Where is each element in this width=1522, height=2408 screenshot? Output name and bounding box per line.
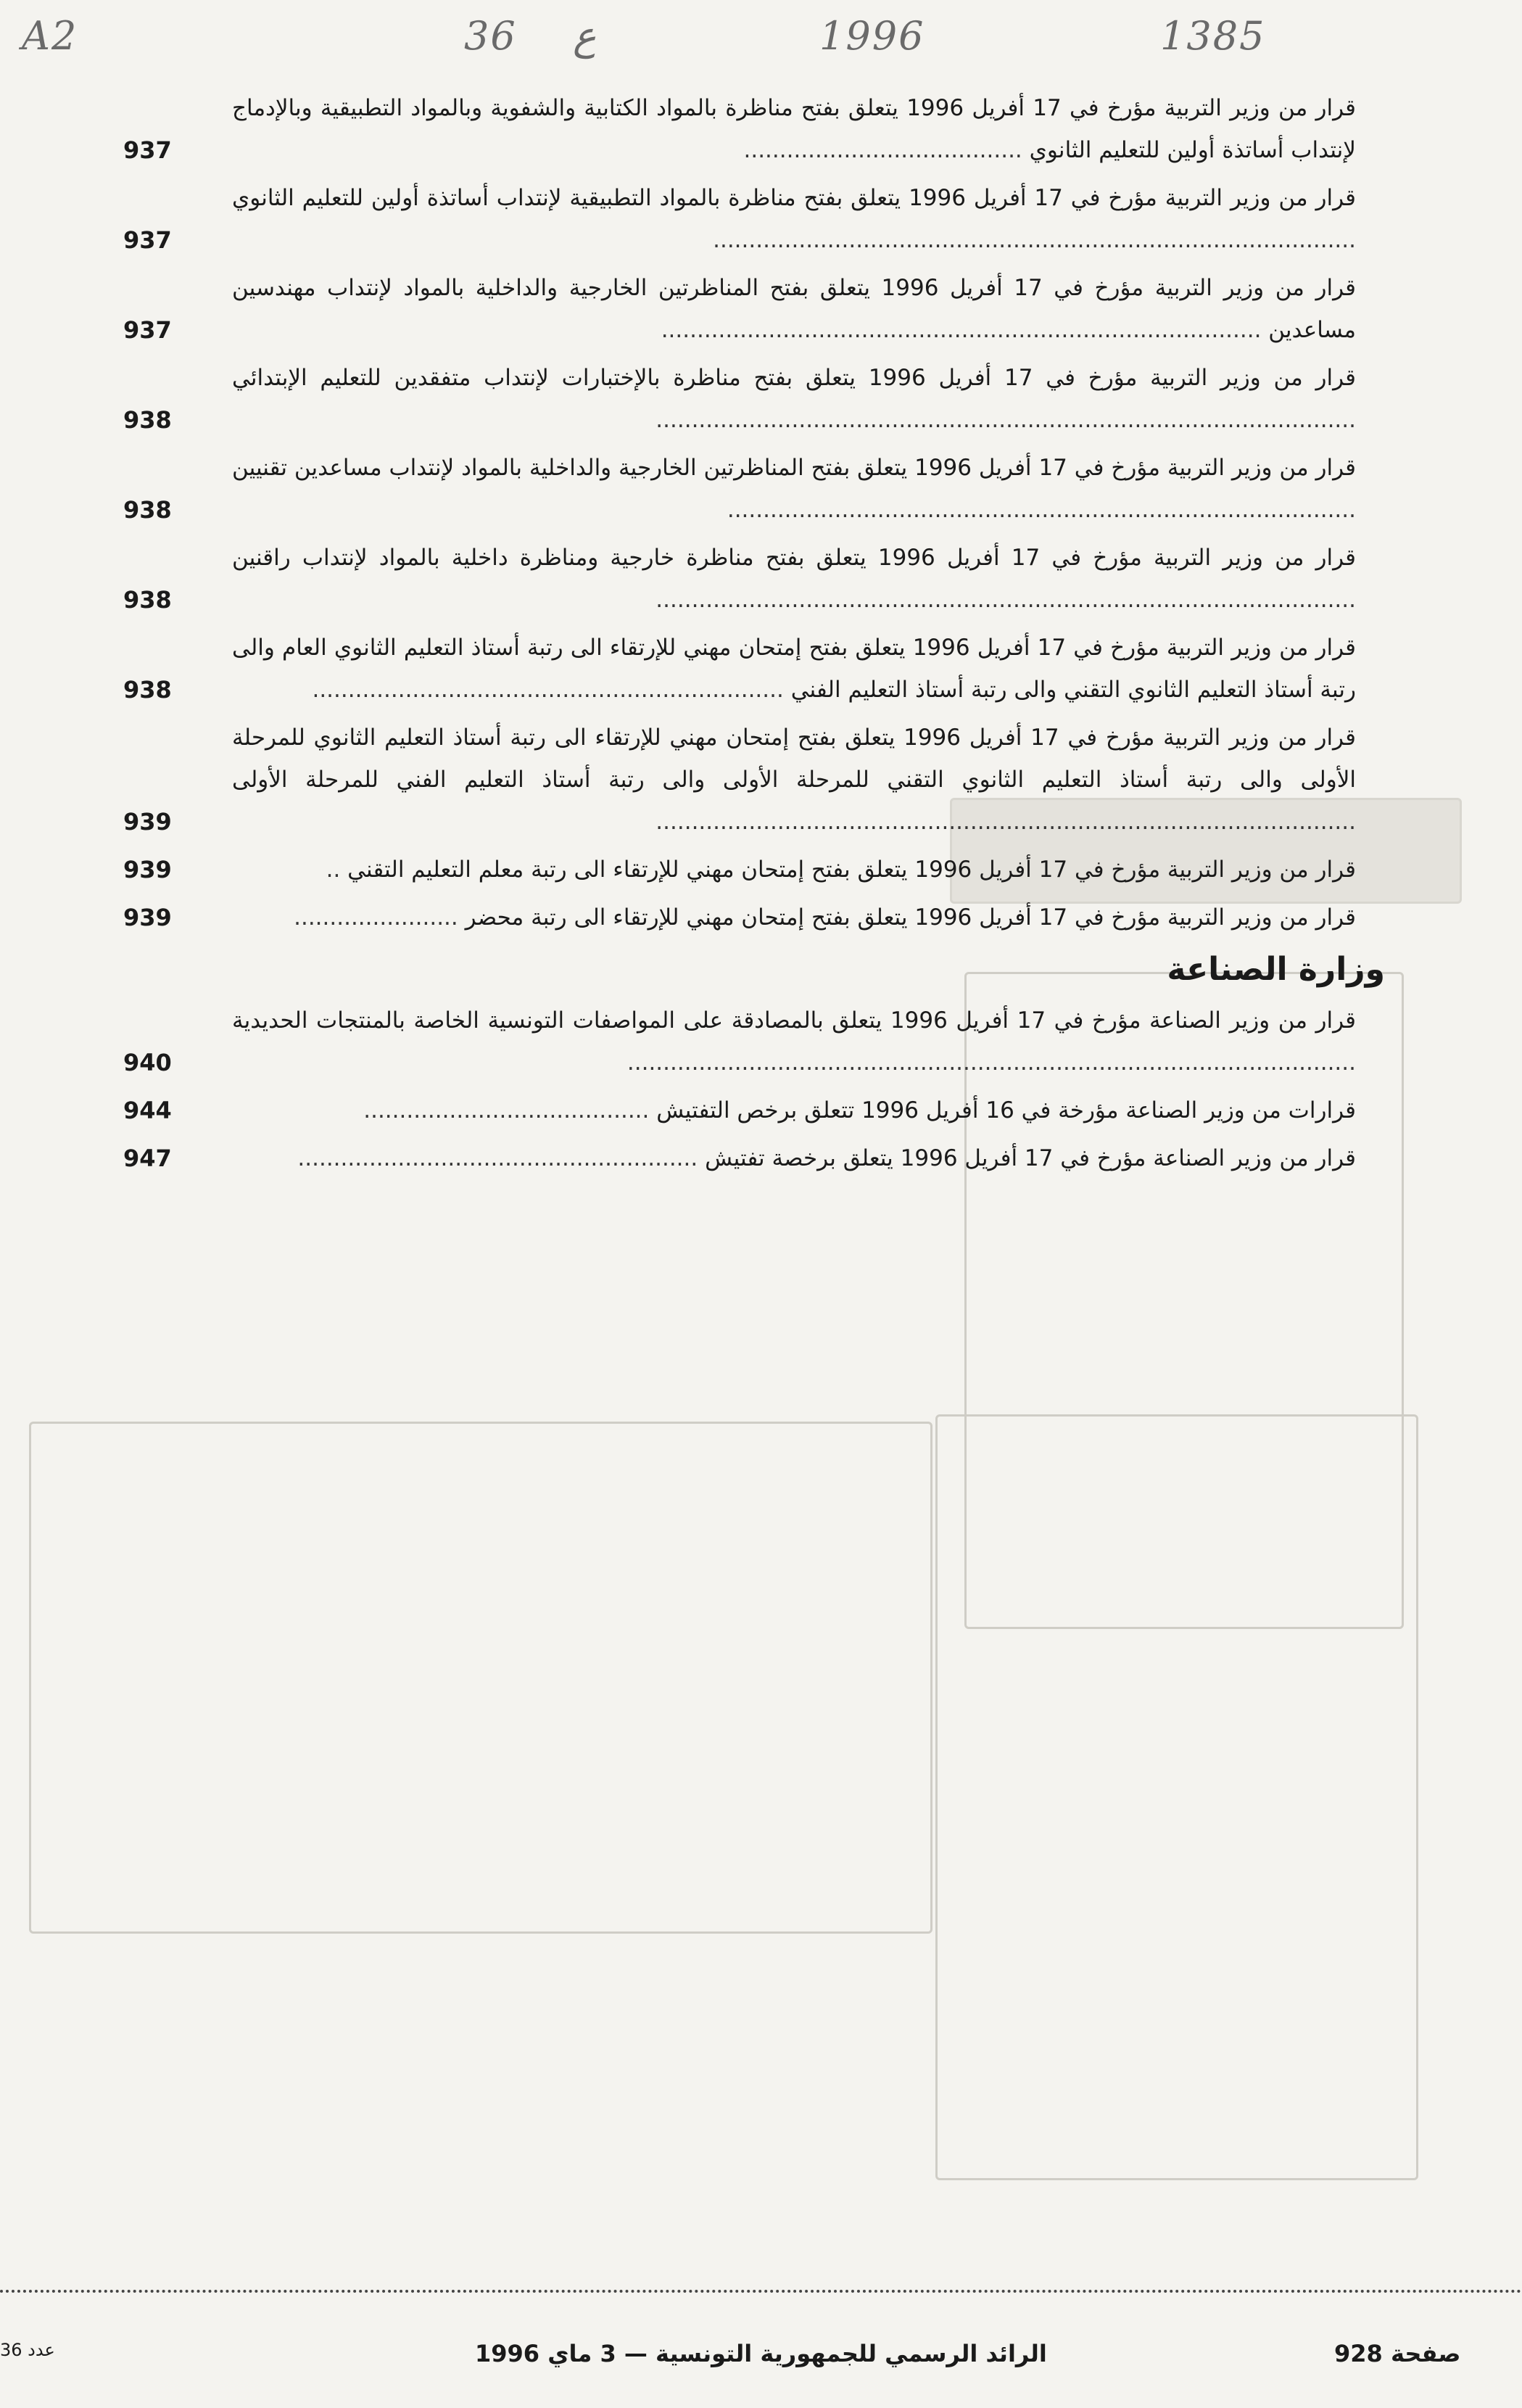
list-item: قرار من وزير التربية مؤرخ في 17 أفريل 1996 يتعلق بفتح إمتحان مهني للإرتقاء الى رتبة معلم التعليم التقني .. 939 (123, 849, 1356, 891)
entry-text: قرار من وزير التربية مؤرخ في 17 أفريل 1996 يتعلق بفتح إمتحان مهني للإرتقاء الى رتبة أستاذ التعليم الثانوي للمرحلة الأولى والى رتبة أستاذ التعليم الثانوي التقني للمرحلة الأولى والى رتبة أستاذ التعليم الفني للمرحلة الأولى (232, 725, 1356, 793)
entry-text: قرار من وزير الصناعة مؤرخ في 17 أفريل 1996 يتعلق بالمصادقة على المواصفات التونسية الخاصة بالمنتجات الحديدية (232, 1007, 1356, 1034)
entry-page-number: 937 (123, 136, 172, 164)
entry-text: قرار من وزير التربية مؤرخ في 17 أفريل 1996 يتعلق بفتح إمتحان مهني للإرتقاء الى رتبة محضر (465, 904, 1356, 931)
handwritten-mark-a2: A2 (22, 13, 78, 59)
list-item: قرار من وزير التربية مؤرخ في 17 أفريل 1996 يتعلق بفتح إمتحان مهني للإرتقاء الى رتبة محضر ....................... 939 (123, 896, 1356, 939)
table-of-contents (123, 87, 1385, 1185)
bleed-through-box (935, 1414, 1418, 2180)
entry-page-number: 944 (123, 1097, 172, 1124)
list-item: قرار من وزير التربية مؤرخ في 17 أفريل 1996 يتعلق بفتح مناظرة خارجية ومناظرة داخلية بالمواد لإنتداب راقنين .................................................................................................. 938 (123, 537, 1356, 621)
list-item: قرارات من وزير الصناعة مؤرخة في 16 أفريل 1996 تتعلق برخص التفتيش ........................................ 944 (123, 1089, 1356, 1131)
entry-page-number: 938 (123, 496, 172, 524)
entry-text: قرار من وزير الصناعة مؤرخ في 17 أفريل 1996 يتعلق برخصة تفتيش (705, 1145, 1356, 1171)
footer-journal-title: الرائد الرسمي للجمهورية التونسية — 3 ماي 1996 (475, 2340, 1047, 2367)
entry-page-number: 938 (123, 406, 172, 434)
entry-text: قرار من وزير التربية مؤرخ في 17 أفريل 1996 يتعلق بفتح مناظرة بالمواد الكتابية والشفوية وبالمواد التطبيقية وبالإدماج لإنتداب أساتذة أولين للتعليم الثانوي (232, 95, 1356, 163)
entry-text: قرار من وزير التربية مؤرخ في 17 أفريل 1996 يتعلق بفتح المناظرتين الخارجية والداخلية بالمواد لإنتداب مساعدين تقنيين (232, 455, 1356, 481)
entry-page-number: 939 (123, 808, 172, 836)
section-heading-ministry-industry: وزارة الصناعة (1167, 951, 1385, 988)
list-item: قرار من وزير التربية مؤرخ في 17 أفريل 1996 يتعلق بفتح مناظرة بالمواد التطبيقية لإنتداب أساتذة أولين للتعليم الثانوي .......................................................................................... 937 (123, 177, 1356, 261)
footer-page-label: صفحة 928 (1334, 2340, 1461, 2367)
handwritten-mark-issue: 36 (464, 13, 517, 59)
list-item: قرار من وزير التربية مؤرخ في 17 أفريل 1996 يتعلق بفتح إمتحان مهني للإرتقاء الى رتبة أستاذ التعليم الثانوي العام والى رتبة أستاذ التعليم الثانوي التقني والى رتبة أستاذ التعليم الفني .................................................................. 938 (123, 627, 1356, 711)
entry-text: قرار من وزير التربية مؤرخ في 17 أفريل 1996 يتعلق بفتح إمتحان مهني للإرتقاء الى رتبة معلم التعليم التقني (347, 857, 1356, 883)
entry-text: قرار من وزير التربية مؤرخ في 17 أفريل 1996 يتعلق بفتح إمتحان مهني للإرتقاء الى رتبة أستاذ التعليم الثانوي العام والى رتبة أستاذ التعليم الثانوي التقني والى رتبة أستاذ التعليم الفني (232, 635, 1356, 703)
entry-page-number: 938 (123, 586, 172, 614)
list-item: قرار من وزير التربية مؤرخ في 17 أفريل 1996 يتعلق بفتح المناظرتين الخارجية والداخلية بالمواد لإنتداب مهندسين مساعدين .................................................................................... 937 (123, 267, 1356, 351)
list-item: قرار من وزير التربية مؤرخ في 17 أفريل 1996 يتعلق بفتح مناظرة بالإختبارات لإنتداب متفقدين للتعليم الإبتدائي .................................................................................................. 938 (123, 357, 1356, 441)
entry-page-number: 947 (123, 1145, 172, 1172)
handwritten-mark-ain: ع (573, 13, 597, 59)
list-item: قرار من وزير الصناعة مؤرخ في 17 أفريل 1996 يتعلق برخصة تفتيش ........................................................ 947 (123, 1137, 1356, 1179)
entry-page-number: 937 (123, 226, 172, 254)
entry-text: قرارات من وزير الصناعة مؤرخة في 16 أفريل 1996 تتعلق برخص التفتيش (656, 1097, 1356, 1123)
entry-page-number: 940 (123, 1049, 172, 1076)
entry-text: قرار من وزير التربية مؤرخ في 17 أفريل 1996 يتعلق بفتح مناظرة خارجية ومناظرة داخلية بالمواد لإنتداب راقنين (232, 545, 1356, 571)
bleed-through-box (29, 1422, 932, 1934)
list-item: قرار من وزير التربية مؤرخ في 17 أفريل 1996 يتعلق بفتح مناظرة بالمواد الكتابية والشفوية وبالمواد التطبيقية وبالإدماج لإنتداب أساتذة أولين للتعليم الثانوي ....................................... 937 (123, 87, 1356, 171)
list-item: قرار من وزير التربية مؤرخ في 17 أفريل 1996 يتعلق بفتح المناظرتين الخارجية والداخلية بالمواد لإنتداب مساعدين تقنيين ........................................................................................ 938 (123, 447, 1356, 531)
entry-text: قرار من وزير التربية مؤرخ في 17 أفريل 1996 يتعلق بفتح مناظرة بالإختبارات لإنتداب متفقدين للتعليم الإبتدائي (232, 365, 1356, 391)
entry-page-number: 938 (123, 676, 172, 704)
footer-divider (0, 2290, 1522, 2293)
entry-page-number: 937 (123, 316, 172, 344)
handwritten-mark-year: 1996 (819, 13, 925, 59)
footer-issue-label: عدد 36 (0, 2340, 55, 2360)
entry-text: قرار من وزير التربية مؤرخ في 17 أفريل 1996 يتعلق بفتح المناظرتين الخارجية والداخلية بالمواد لإنتداب مهندسين مساعدين (232, 275, 1356, 343)
list-item: قرار من وزير الصناعة مؤرخ في 17 أفريل 1996 يتعلق بالمصادقة على المواصفات التونسية الخاصة بالمنتجات الحديدية ...................................................................................................... 940 (123, 999, 1356, 1084)
list-item: قرار من وزير التربية مؤرخ في 17 أفريل 1996 يتعلق بفتح إمتحان مهني للإرتقاء الى رتبة أستاذ التعليم الثانوي للمرحلة الأولى والى رتبة أستاذ التعليم الثانوي التقني للمرحلة الأولى والى رتبة أستاذ التعليم الفني للمرحلة الأولى .................................................................................................. 939 (123, 717, 1356, 843)
entry-text: قرار من وزير التربية مؤرخ في 17 أفريل 1996 يتعلق بفتح مناظرة بالمواد التطبيقية لإنتداب أساتذة أولين للتعليم الثانوي (232, 185, 1356, 211)
entry-page-number: 939 (123, 904, 172, 931)
handwritten-mark-number: 1385 (1160, 13, 1266, 59)
entry-page-number: 939 (123, 856, 172, 883)
